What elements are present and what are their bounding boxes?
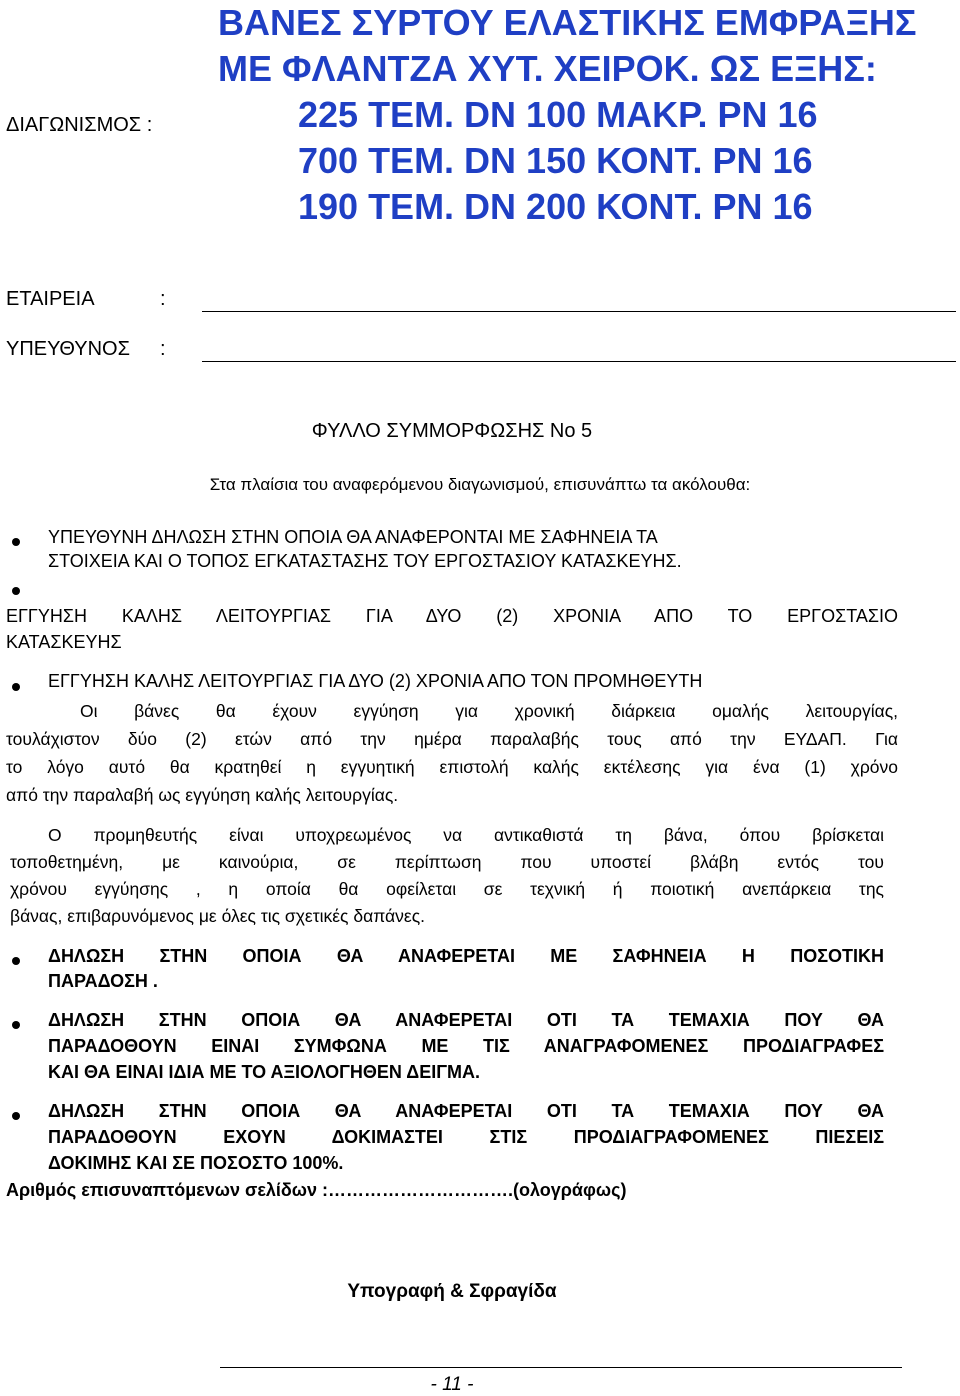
attached-pages-count: Αριθμός επισυναπτόμενων σελίδων :………………………….(ολογράφως)	[6, 1180, 627, 1200]
responsible-colon: :	[160, 338, 166, 360]
replacement-line-3: χρόνου εγγύησης , η οποία θα οφείλεται σε τεχνική ή ποιοτική ανεπάρκεια της	[10, 879, 884, 899]
tender-label: ΔΙΑΓΩΝΙΣΜΟΣ :	[6, 114, 153, 136]
bullet-icon	[12, 538, 20, 546]
title-line-1: ΒΑΝΕΣ ΣΥΡΤΟΥ ΕΛΑΣΤΙΚΗΣ ΕΜΦΡΑΞΗΣ	[218, 2, 917, 43]
responsible-label: ΥΠΕΥΘΥΝΟΣ	[6, 338, 130, 360]
item-1-line-2: ΣΤΟΙΧΕΙΑ ΚΑΙ Ο ΤΟΠΟΣ ΕΓΚΑΤΑΣΤΑΣΗΣ ΤΟΥ ΕΡΓΟΣΤΑΣΙΟΥ ΚΑΤΑΣΚΕΥΗΣ.	[48, 551, 682, 571]
tender-title	[218, 0, 958, 230]
bullet-icon	[12, 587, 20, 595]
declaration-2-line-3: ΚΑΙ ΘΑ ΕΙΝΑΙ ΙΔΙΑ ΜΕ ΤΟ ΑΞΙΟΛΟΓΗΘΕΝ ΔΕΙΓΜΑ.	[48, 1062, 481, 1082]
declaration-3-line-3: ΔΟΚΙΜΗΣ ΚΑΙ ΣΕ ΠΟΣΟΣΤΟ 100%.	[48, 1153, 344, 1173]
item-1-line-1: ΥΠΕΥΘΥΝΗ ΔΗΛΩΣΗ ΣΤΗΝ ΟΠΟΙΑ ΘΑ ΑΝΑΦΕΡΟΝΤΑΙ ΜΕ ΣΑΦΗΝΕΙΑ ΤΑ	[48, 527, 658, 547]
title-line-2: ΜΕ ΦΛΑΝΤΖΑ ΧΥΤ. ΧΕΙΡΟΚ. ΩΣ ΕΞΗΣ:	[218, 48, 877, 89]
responsible-field[interactable]	[202, 361, 956, 362]
declaration-3-line-2: ΠΑΡΑΔΟΘΟΥΝ ΕΧΟΥΝ ΔΟΚΙΜΑΣΤΕΙ ΣΤΙΣ ΠΡΟΔΙΑΓΡΑΦΟΜΕΝΕΣ ΠΙΕΣΕΙΣ	[48, 1127, 884, 1147]
warranty-line-1: Οι βάνες θα έχουν εγγύηση για χρονική διάρκεια ομαλής λειτουργίας,	[80, 701, 898, 721]
warranty-line-4: από την παραλαβή ως εγγύηση καλής λειτουργίας.	[6, 785, 399, 805]
company-label: ΕΤΑΙΡΕΙΑ	[6, 288, 95, 310]
warranty-line-2: τουλάχιστον δύο (2) ετών από την ημέρα παραλαβής τους από την ΕΥΔΑΠ. Για	[6, 729, 898, 749]
warranty-line-3: το λόγο αυτό θα κρατηθεί η εγγυητική επιστολή καλής εκτέλεσης για ένα (1) χρόνο	[6, 757, 898, 777]
bullet-icon	[12, 1021, 20, 1029]
bullet-icon	[12, 683, 20, 691]
footer-divider	[220, 1367, 902, 1368]
item-2-line-2: ΚΑΤΑΣΚΕΥΗΣ	[6, 632, 122, 652]
replacement-line-4: βάνας, επιβαρυνόμενος με όλες τις σχετικές δαπάνες.	[10, 906, 426, 926]
page-number: - 11 -	[430, 1374, 474, 1395]
company-field[interactable]	[202, 311, 956, 312]
replacement-line-2: τοποθετημένη, με καινούρια, σε περίπτωση που υποστεί βλάβη εντός του	[10, 852, 884, 872]
declaration-3-line-1: ΔΗΛΩΣΗ ΣΤΗΝ ΟΠΟΙΑ ΘΑ ΑΝΑΦΕΡΕΤΑΙ ΟΤΙ ΤΑ ΤΕΜΑΧΙΑ ΠΟΥ ΘΑ	[48, 1101, 884, 1121]
declaration-2-line-2: ΠΑΡΑΔΟΘΟΥΝ ΕΙΝΑΙ ΣΥΜΦΩΝΑ ΜΕ ΤΙΣ ΑΝΑΓΡΑΦΟΜΕΝΕΣ ΠΡΟΔΙΑΓΡΑΦΕΣ	[48, 1036, 884, 1056]
declaration-1-line-2: ΠΑΡΑΔΟΣΗ .	[48, 971, 158, 991]
replacement-line-1: Ο προμηθευτής είναι υποχρεωμένος να αντικαθιστά τη βάνα, όπου βρίσκεται	[48, 825, 884, 845]
company-colon: :	[160, 288, 166, 310]
item-3: ΕΓΓΥΗΣΗ ΚΑΛΗΣ ΛΕΙΤΟΥΡΓΙΑΣ ΓΙΑ ΔΥΟ (2) ΧΡΟΝΙΑ ΑΠΟ ΤΟΝ ΠΡΟΜΗΘΕΥΤΗ	[48, 671, 703, 691]
title-line-4: 700 ΤΕΜ. DN 150 ΚΟΝΤ. PN 16	[298, 140, 813, 181]
bullet-icon	[12, 1112, 20, 1120]
declaration-2-line-1: ΔΗΛΩΣΗ ΣΤΗΝ ΟΠΟΙΑ ΘΑ ΑΝΑΦΕΡΕΤΑΙ ΟΤΙ ΤΑ ΤΕΜΑΧΙΑ ΠΟΥ ΘΑ	[48, 1010, 884, 1030]
declaration-1-line-1: ΔΗΛΩΣΗ ΣΤΗΝ ΟΠΟΙΑ ΘΑ ΑΝΑΦΕΡΕΤΑΙ ΜΕ ΣΑΦΗΝΕΙΑ Η ΠΟΣΟΤΙΚΗ	[48, 946, 884, 966]
signature-stamp-label: Υπογραφή & Σφραγίδα	[347, 1281, 557, 1302]
title-line-5: 190 ΤΕΜ. DN 200 ΚΟΝΤ. PN 16	[298, 186, 813, 227]
item-2-line-1: ΕΓΓΥΗΣΗ ΚΑΛΗΣ ΛΕΙΤΟΥΡΓΙΑΣ ΓΙΑ ΔΥΟ (2) ΧΡΟΝΙΑ ΑΠΟ ΤΟ ΕΡΓΟΣΤΑΣΙΟ	[6, 606, 898, 626]
title-line-3: 225 ΤΕΜ. DN 100 ΜΑΚΡ. PN 16	[298, 94, 818, 135]
bullet-icon	[12, 957, 20, 965]
form-title: ΦΥΛΛΟ ΣΥΜΜΟΡΦΩΣΗΣ Νο 5	[311, 420, 593, 442]
form-intro: Στα πλαίσια του αναφερόμενου διαγωνισμού, επισυνάπτω τα ακόλουθα:	[209, 475, 751, 494]
